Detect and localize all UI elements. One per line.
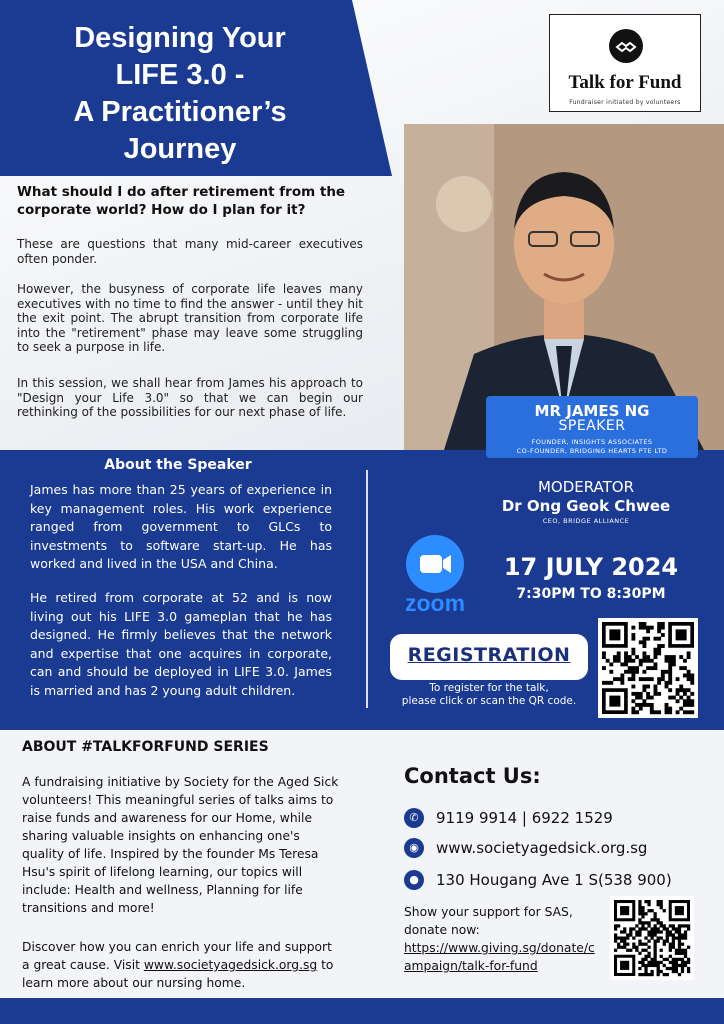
speaker-name: MR JAMES NG xyxy=(534,402,650,420)
contact-phone[interactable]: 9119 9914 | 6922 1529 xyxy=(436,809,613,827)
globe-icon: ◉ xyxy=(404,838,424,858)
title-line-2: LIFE 3.0 - xyxy=(115,59,245,91)
speaker-affiliation-1: FOUNDER, INSIGHTS ASSOCIATES xyxy=(531,438,653,446)
logo-title: Talk for Fund xyxy=(568,72,682,93)
intro-paragraph-2: However, the busyness of corporate life leaves many executives with no time to find the answer - until they hit the exit point. The abrupt transition from corporate life into the "retirement" phase may leave some struggling to seek a purpose in life. xyxy=(17,282,363,354)
title-line-4: Journey xyxy=(123,133,237,165)
logo-tagline: Fundraiser initiated by volunteers xyxy=(569,99,681,106)
footer-bar xyxy=(0,998,724,1024)
event-time: 7:30PM TO 8:30PM xyxy=(516,586,666,602)
about-paragraph-1: James has more than 25 years of experience in key management roles. His work experience ranged from government to GLCs to investments to software start-up. He has worked and lived in the USA and China. xyxy=(30,482,332,571)
series-website-link[interactable]: www.societyagedsick.org.sg xyxy=(143,958,318,972)
contact-address: 130 Hougang Ave 1 S(538 900) xyxy=(436,871,672,889)
series-heading: ABOUT #TALKFORFUND SERIES xyxy=(22,739,269,755)
talk-for-fund-logo xyxy=(549,14,701,112)
handshake-icon xyxy=(609,29,643,63)
about-paragraph-2: He retired from corporate at 52 and is now living out his LIFE 3.0 gameplan that he has designed. He firmly believes that the network and expertise that one acquires in corporate, can and should be deployed in LIFE 3.0. James is married and has 2 young adult children. xyxy=(30,590,332,698)
series-text-a: Discover how you can enrich your life and support a great cause. Visit xyxy=(22,940,332,972)
intro-paragraph-1: These are questions that many mid-career executives often ponder. xyxy=(17,237,363,266)
zoom-wordmark: zoom xyxy=(404,590,466,616)
intro-question: What should I do after retirement from the corporate world? How do I plan for it? xyxy=(17,184,346,218)
registration-label[interactable]: REGISTRATION xyxy=(407,644,571,666)
speaker-affiliations xyxy=(486,438,698,456)
registration-note xyxy=(390,682,588,708)
zoom-icon xyxy=(406,535,464,593)
series-text-b: to learn more about our nursing home. xyxy=(22,958,334,990)
registration-note-line-1: To register for the talk, xyxy=(429,682,549,694)
location-pin-icon: ● xyxy=(404,870,424,890)
donate-block xyxy=(404,903,600,975)
series-paragraph-1: A fundraising initiative by Society for the Aged Sick volunteers! This meaningful series of talks aims to raise funds and awareness for our Home, while sharing valuable insights on enhancing one's quality of life. Inspired by the founder Ms Teresa Hsu's spirit of lifelong learning, our topics will include: Health and wellness, Planning for life transitions and more! xyxy=(22,775,339,915)
donate-text: Show your support for SAS, donate now: xyxy=(404,905,573,937)
donate-link[interactable]: https://www.giving.sg/donate/campaign/talk-for-fund xyxy=(404,941,595,973)
page-title xyxy=(20,20,340,168)
event-date: 17 JULY 2024 xyxy=(503,553,679,581)
intro-paragraph-3: In this session, we shall hear from James his approach to "Design your Life 3.0" so that we can begin our rethinking of the possibilities for our next phase of life. xyxy=(17,376,363,419)
contact-heading: Contact Us: xyxy=(404,764,541,788)
speaker-card xyxy=(486,396,698,458)
title-line-1: Designing Your xyxy=(74,22,286,54)
speaker-affiliation-2: CO-FOUNDER, BRIDGING HEARTS PTE LTD xyxy=(516,447,668,455)
moderator-role: CEO, BRIDGE ALLIANCE xyxy=(542,517,630,525)
registration-note-line-2: please click or scan the QR code. xyxy=(401,695,577,707)
donate-qr-code[interactable] xyxy=(610,896,694,980)
title-line-3: A Practitioner’s xyxy=(73,96,287,128)
about-speaker-heading: About the Speaker xyxy=(104,457,252,473)
speaker-role: SPEAKER xyxy=(558,418,626,434)
series-paragraph-2 xyxy=(22,938,340,992)
moderator-label: MODERATOR xyxy=(537,478,635,496)
registration-button[interactable] xyxy=(390,634,588,680)
column-divider xyxy=(366,470,368,708)
phone-icon: ✆ xyxy=(404,808,424,828)
contact-website[interactable]: www.societyagedsick.org.sg xyxy=(436,839,648,857)
moderator-name: Dr Ong Geok Chwee xyxy=(501,497,671,515)
registration-qr-code[interactable] xyxy=(598,618,698,718)
